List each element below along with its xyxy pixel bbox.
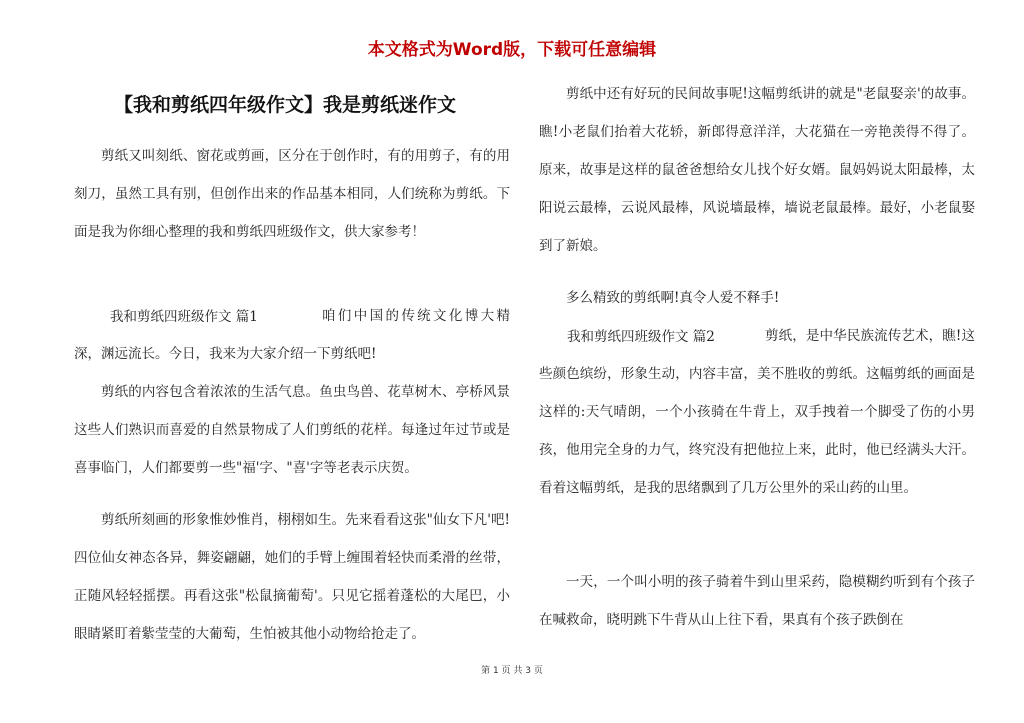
- body-paragraph-3: 剪纸所刻画的形象惟妙惟肖，栩栩如生。先来看看这张"仙女下凡'吧!四位仙女神态各异，舞姿翩翩，她们的手臂上缠围着轻快而柔滑的丝带，正随风轻轻摇摆。再看这张"松鼠摘葡萄'。只见它摇着蓬松的大尾巴，小眼睛紧盯着紫莹莹的大葡萄，生怕被其他小动物给抢走了。: [74, 512, 510, 642]
- right-paragraph-1: 剪纸中还有好玩的民间故事呢!这幅剪纸讲的就是"老鼠娶亲'的故事。瞧!小老鼠们抬着大花轿，新郎得意洋洋，大花猫在一旁艳羡得不得了。原来，故事是这样的鼠爸爸想给女儿找个好女婿。鼠妈妈说太阳最棒，太阳说云最棒，云说风最棒，风说墙最棒，墙说老鼠最棒。最好，小老鼠娶到了新娘。: [539, 86, 975, 254]
- format-banner: 本文格式为Word版，下载可任意编辑: [367, 40, 657, 60]
- section1-paragraph: 咱们中国的传统文化博大精深，渊远流长。今日，我来为大家介绍一下剪纸吧!: [74, 308, 510, 362]
- page-title: 【我和剪纸四年级作文】我是剪纸迷作文: [114, 94, 457, 116]
- intro-paragraph: 剪纸又叫刻纸、窗花或剪画，区分在于创作时，有的用剪子，有的用刻刀，虽然工具有别，但创作出来的作品基本相同，人们统称为剪纸。下面是我为你细心整理的我和剪纸四班级作文，供大家参考！: [74, 148, 510, 240]
- page-footer: 第 1 页 共 3 页: [481, 666, 543, 676]
- right-paragraph-4: 一天，一个叫小明的孩子骑着牛到山里采药，隐模糊约听到有个孩子在喊救命，晓明跳下牛背从山上往下看，果真有个孩子跌倒在: [539, 574, 975, 628]
- section2-paragraph: 剪纸，是中华民族流传艺术，瞧!这些颜色缤纷，形象生动，内容丰富，美不胜收的剪纸。这幅剪纸的画面是这样的:天气晴朗，一个小孩骑在牛背上，双手拽着一个脚受了伤的小男孩，他用完全身的力气，终究没有把他拉上来，此时，他已经满头大汗。看着这幅剪纸，是我的思绪飘到了几万公里外的采山药的山里。: [539, 328, 975, 496]
- section1-label: 我和剪纸四班级作文 篇1: [110, 309, 258, 325]
- body-paragraph-2: 剪纸的内容包含着浓浓的生活气息。鱼虫鸟兽、花草树木、亭桥风景这些人们熟识而喜爱的自然景物成了人们剪纸的花样。每逢过年过节或是喜事临门，人们都要剪一些"福'字、"喜'字等老表示庆贺。: [74, 384, 510, 476]
- right-paragraph-2: 多么精致的剪纸啊!真令人爱不释手!: [566, 290, 780, 306]
- section2-label: 我和剪纸四班级作文 篇2: [567, 329, 715, 345]
